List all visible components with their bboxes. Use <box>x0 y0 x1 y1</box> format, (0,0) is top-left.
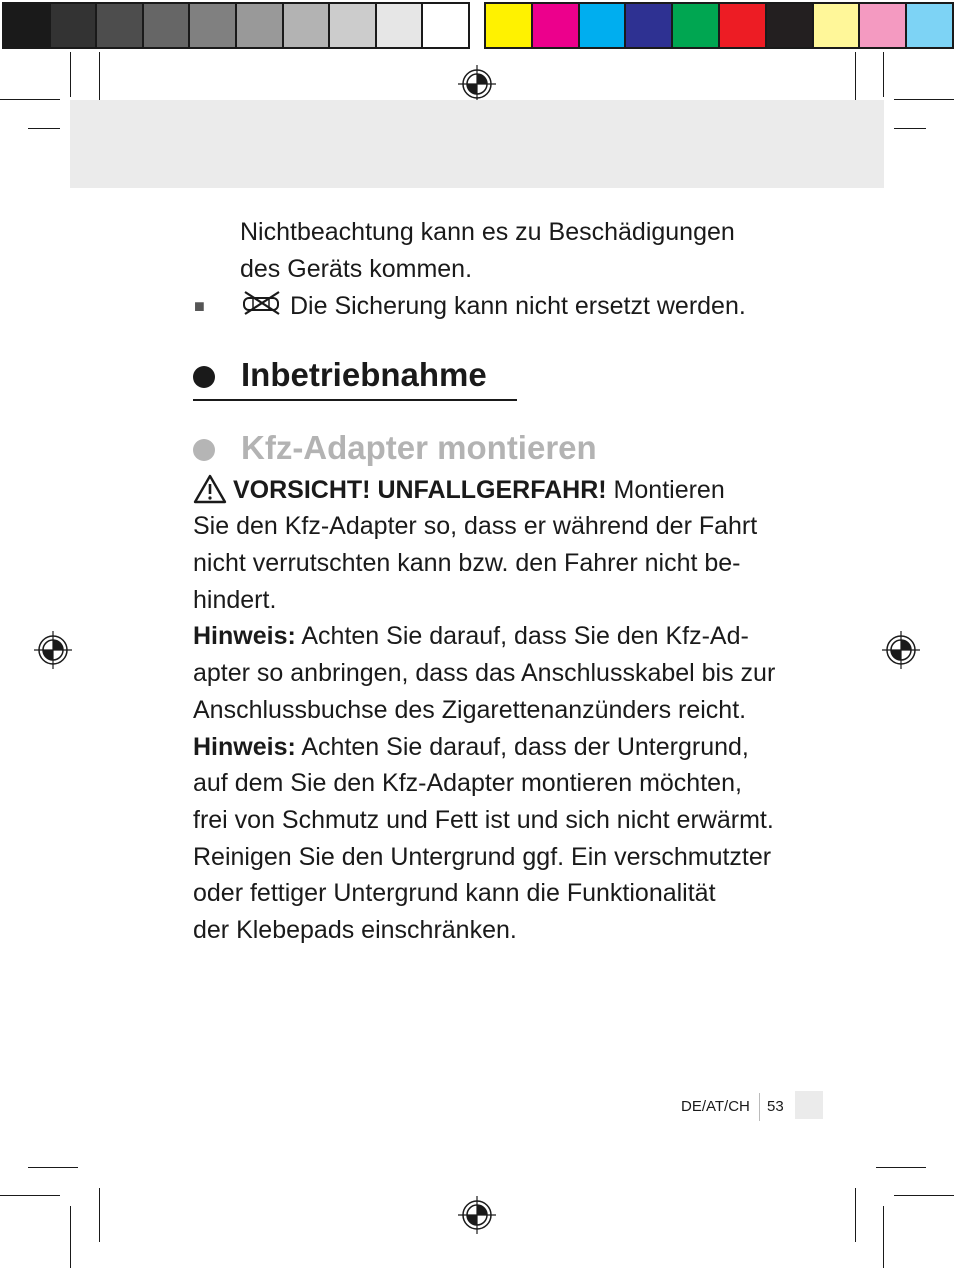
calibration-swatch <box>720 4 765 47</box>
note-line: auf dem Sie den Kfz-Adapter montieren möchten, <box>193 769 742 797</box>
calibration-swatch <box>673 4 718 47</box>
crop-mark <box>883 52 884 97</box>
crop-mark <box>894 1195 954 1196</box>
calibration-swatch <box>144 4 189 47</box>
note-line <box>193 729 749 766</box>
section-heading-inbetriebnahme: Inbetriebnahme <box>241 356 487 393</box>
note-line: apter so anbringen, dass das Anschlusskabel bis zur <box>193 659 776 687</box>
calibration-swatch <box>4 4 49 47</box>
footer-divider <box>759 1093 760 1121</box>
color-calibration-bar <box>484 2 954 49</box>
heading-underline <box>193 399 517 401</box>
crop-mark <box>855 52 856 106</box>
crop-mark <box>99 1188 100 1242</box>
warning-line: hindert. <box>193 586 277 614</box>
footer-region: DE/AT/CH <box>681 1098 750 1115</box>
crop-mark <box>70 52 71 97</box>
calibration-swatch <box>377 4 422 47</box>
heading-bullet-icon <box>193 439 215 461</box>
calibration-swatch <box>767 4 812 47</box>
intro-line: Nichtbeachtung kann es zu Beschädigungen <box>240 218 735 246</box>
calibration-swatch <box>51 4 96 47</box>
note-line: der Klebepads einschränken. <box>193 916 517 944</box>
note-text: Achten Sie darauf, dass Sie den Kfz-Ad- <box>295 622 749 650</box>
crop-mark <box>99 52 100 106</box>
crop-mark <box>0 1195 60 1196</box>
registration-mark-icon <box>458 65 496 103</box>
calibration-swatch <box>626 4 671 47</box>
calibration-swatch <box>284 4 329 47</box>
warning-line: nicht verrutschten kann bzw. den Fahrer nicht be- <box>193 549 741 577</box>
note-label: Hinweis: <box>193 622 296 650</box>
calibration-swatch <box>97 4 142 47</box>
warning-label: VORSICHT! UNFALLGERFAHR! <box>233 476 607 504</box>
registration-mark-icon <box>882 631 920 669</box>
note-text: Achten Sie darauf, dass der Untergrund, <box>295 733 749 761</box>
calibration-swatch <box>580 4 625 47</box>
warning-line <box>233 472 725 509</box>
crop-mark <box>0 99 60 100</box>
note-line: frei von Schmutz und Fett ist und sich nicht erwärmt. <box>193 806 774 834</box>
crop-mark <box>28 1167 78 1168</box>
calibration-swatch <box>533 4 578 47</box>
note-label: Hinweis: <box>193 733 296 761</box>
crop-mark <box>894 128 926 129</box>
warning-text: Montieren <box>606 476 725 504</box>
note-line: Reinigen Sie den Untergrund ggf. Ein verschmutzter <box>193 843 772 871</box>
header-band <box>70 100 884 188</box>
calibration-swatch <box>907 4 952 47</box>
warning-line: Sie den Kfz-Adapter so, dass er während der Fahrt <box>193 512 758 540</box>
intro-line: des Geräts kommen. <box>240 255 473 283</box>
crop-mark <box>894 99 954 100</box>
calibration-swatch <box>486 4 531 47</box>
crop-mark <box>70 1206 71 1268</box>
section-heading-kfz-adapter: Kfz-Adapter montieren <box>241 429 597 466</box>
registration-mark-icon <box>458 1196 496 1234</box>
calibration-swatch <box>237 4 282 47</box>
bullet-text: Die Sicherung kann nicht ersetzt werden. <box>290 292 746 320</box>
warning-triangle-icon <box>193 474 227 504</box>
grayscale-calibration-bar <box>2 2 470 49</box>
note-line <box>193 618 749 655</box>
crop-mark <box>855 1188 856 1242</box>
calibration-swatch <box>190 4 235 47</box>
bullet-marker: ■ <box>194 296 205 316</box>
crop-mark <box>28 128 60 129</box>
calibration-swatch <box>330 4 375 47</box>
page-number: 53 <box>767 1098 784 1115</box>
heading-bullet-icon <box>193 366 215 388</box>
calibration-swatch <box>860 4 905 47</box>
crop-mark <box>876 1167 926 1168</box>
note-line: Anschlussbuchse des Zigarettenanzünders reicht. <box>193 696 747 724</box>
registration-mark-icon <box>34 631 72 669</box>
crop-mark <box>883 1206 884 1268</box>
calibration-swatch <box>814 4 859 47</box>
footer-tab <box>795 1091 823 1119</box>
fuse-crossed-icon <box>241 290 283 316</box>
calibration-swatch <box>423 4 468 47</box>
note-line: oder fettiger Untergrund kann die Funktionalität <box>193 879 716 907</box>
